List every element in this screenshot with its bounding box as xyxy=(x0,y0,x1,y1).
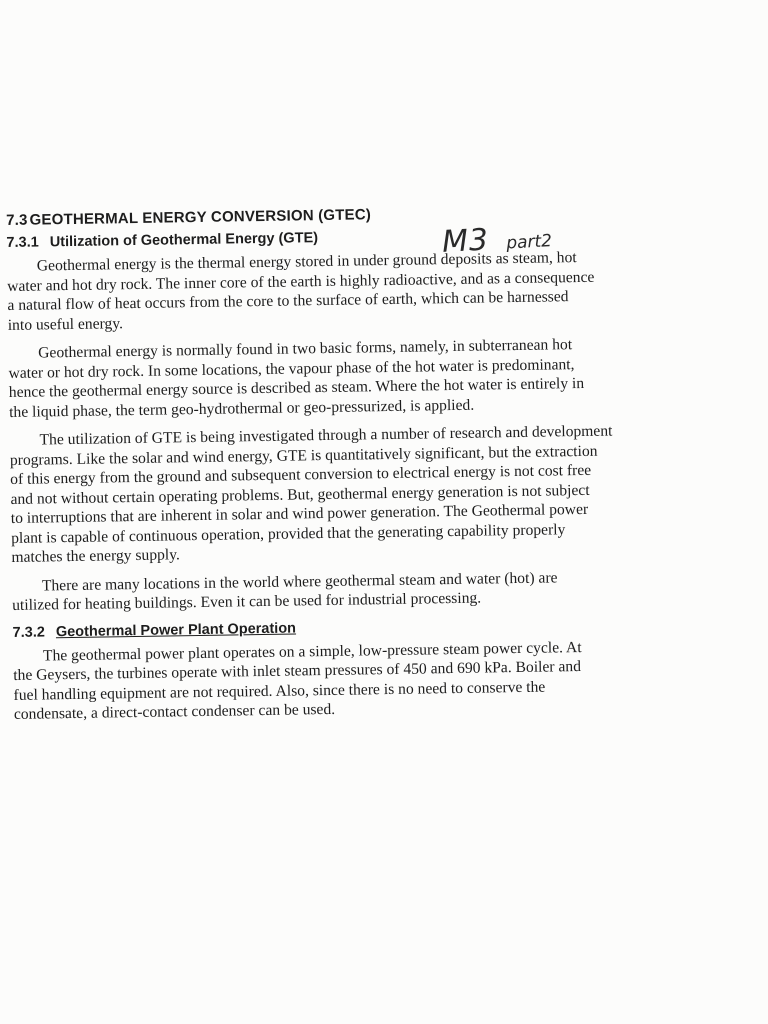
subsection-title-2: Geothermal Power Plant Operation xyxy=(55,619,297,640)
paragraph-line: There are many locations in the world where geothermal steam and water (hot) are xyxy=(41,568,558,594)
paragraph-line: of this energy from the ground and subsequent conversion to electrical energy is not cost free xyxy=(10,461,592,488)
paragraph-line: the Geysers, the turbines operate with inlet steam pressures of 450 and 690 kPa. Boiler and xyxy=(13,658,582,684)
paragraph-line: programs. Like the solar and wind energy, GTE is quantitatively significant, but the extraction xyxy=(9,442,598,469)
paragraph-line: the liquid phase, the term geo-hydrothermal or geo-pressurized, is applied. xyxy=(9,396,475,421)
paragraph-line: a natural flow of heat occurs from the core to the surface of earth, which can be harnessed xyxy=(7,288,569,314)
paragraph-line: condensate, a direct-contact condenser can be used. xyxy=(13,700,336,723)
paragraph-line: The utilization of GTE is being investigated through a number of research and development xyxy=(39,422,613,449)
paragraph xyxy=(12,565,729,615)
paragraph-line: water or hot dry rock. In some locations, the vapour phase of the hot water is predominant, xyxy=(8,355,575,382)
handwritten-note-small: part2 xyxy=(505,231,553,254)
paragraph-line: fuel handling equipment are not required. Also, since there is no need to conserve the xyxy=(13,678,546,704)
section-number: 7.3 xyxy=(6,211,28,229)
subsection-title-1: Utilization of Geothermal Energy (GTE) xyxy=(49,230,319,251)
paragraph xyxy=(8,333,725,422)
paragraph xyxy=(9,420,727,568)
paragraph-line: into useful energy. xyxy=(7,314,124,334)
paragraph-line: Geothermal energy is normally found in two basic forms, namely, in subterranean hot xyxy=(38,336,573,362)
paragraph-line: plant is capable of continuous operation, provided that the generating capability properly xyxy=(10,520,566,547)
paragraph xyxy=(13,635,730,724)
section-title: GEOTHERMAL ENERGY CONVERSION (GTEC) xyxy=(29,206,372,229)
document-body xyxy=(6,201,730,734)
paragraph-line: Geothermal energy is the thermal energy stored in under ground deposits as steam, hot xyxy=(36,249,577,275)
subsection-number-1: 7.3.1 xyxy=(6,234,39,251)
paragraph-line: The geothermal power plant operates on a simple, low-pressure steam power cycle. At xyxy=(42,638,582,664)
paragraph-line: matches the energy supply. xyxy=(11,546,181,566)
handwritten-note-big: M3 xyxy=(441,222,490,260)
paragraph-line: and not without certain operating problems. But, geothermal energy generation is not subject xyxy=(10,481,590,508)
subsection-number-2: 7.3.2 xyxy=(12,623,45,641)
paragraph xyxy=(7,246,724,335)
paragraph-line: to interruptions that are inherent in solar and wind power generation. The Geothermal power xyxy=(10,500,589,527)
paragraph-line: water and hot dry rock. The inner core of the earth is highly radioactive, and as a consequence xyxy=(7,268,595,295)
paragraph-line: utilized for heating buildings. Even it can be used for industrial processing. xyxy=(12,589,482,614)
paragraph-line: hence the geothermal energy source is described as steam. Where the hot water is entirely in xyxy=(8,374,585,401)
